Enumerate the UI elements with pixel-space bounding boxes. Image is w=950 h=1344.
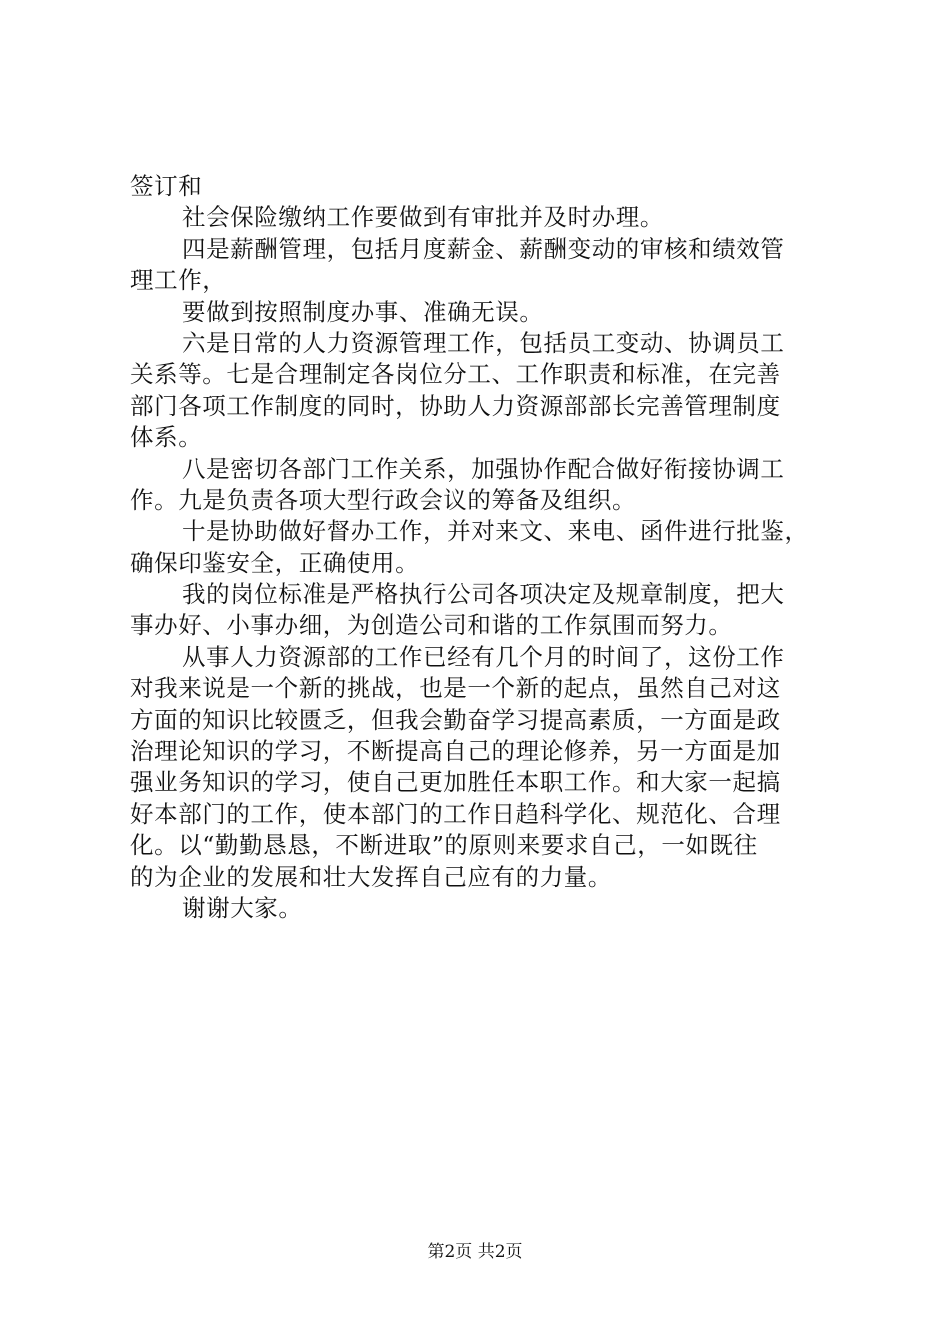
text-line: 作。九是负责各项大型行政会议的筹备及组织。 [130,485,637,514]
text-line: 签订和 [130,172,203,200]
text-line: 部门各项工作制度的同时，协助人力资源部部长完善管理制度 [130,391,781,420]
page-number-label: 第2页 共2页 [427,1242,523,1262]
text-line: 关系等。七是合理制定各岗位分工、工作职责和标准，在完善 [130,360,781,389]
text-line: 社会保险缴纳工作要做到有审批并及时办理。 [182,203,664,232]
text-line: 好本部门的工作，使本部门的工作日趋科学化、规范化、合理 [130,799,781,828]
text-line: 强业务知识的学习，使自己更加胜任本职工作。和大家一起搞 [130,768,781,797]
document-body [130,171,842,924]
text-line: 六是日常的人力资源管理工作，包括员工变动、协调员工 [182,328,785,357]
text-line: 要做到按照制度办事、准确无误。 [182,297,544,326]
text-line: 的为企业的发展和壮大发挥自己应有的力量。 [130,862,612,891]
text-line: 方面的知识比较匮乏，但我会勤奋学习提高素质，一方面是政 [130,705,781,734]
text-line: 事办好、小事办细，为创造公司和谐的工作氛围而努力。 [130,611,733,640]
text-line: 治理论知识的学习，不断提高自己的理论修养，另一方面是加 [130,737,781,766]
text-line: 十是协助做好督办工作，并对来文、来电、函件进行批鉴， [182,517,809,546]
text-line: 化。以“勤勤恳恳，不断进取”的原则来要求自己，一如既往 [130,831,758,860]
text-line: 体系。 [130,423,203,452]
text-line: 我的岗位标准是严格执行公司各项决定及规章制度，把大 [182,580,785,609]
text-line: 从事人力资源部的工作已经有几个月的时间了，这份工作 [182,642,785,671]
text-line: 四是薪酬管理，包括月度薪金、薪酬变动的审核和绩效管 [182,234,785,263]
text-line: 确保印鉴安全，正确使用。 [130,548,420,577]
page-footer [0,1240,950,1264]
text-line: 对我来说是一个新的挑战，也是一个新的起点，虽然自己对这 [130,674,781,703]
text-line: 八是密切各部门工作关系，加强协作配合做好衔接协调工 [182,454,785,483]
text-line: 谢谢大家。 [182,893,303,922]
text-line: 理工作， [130,266,227,295]
